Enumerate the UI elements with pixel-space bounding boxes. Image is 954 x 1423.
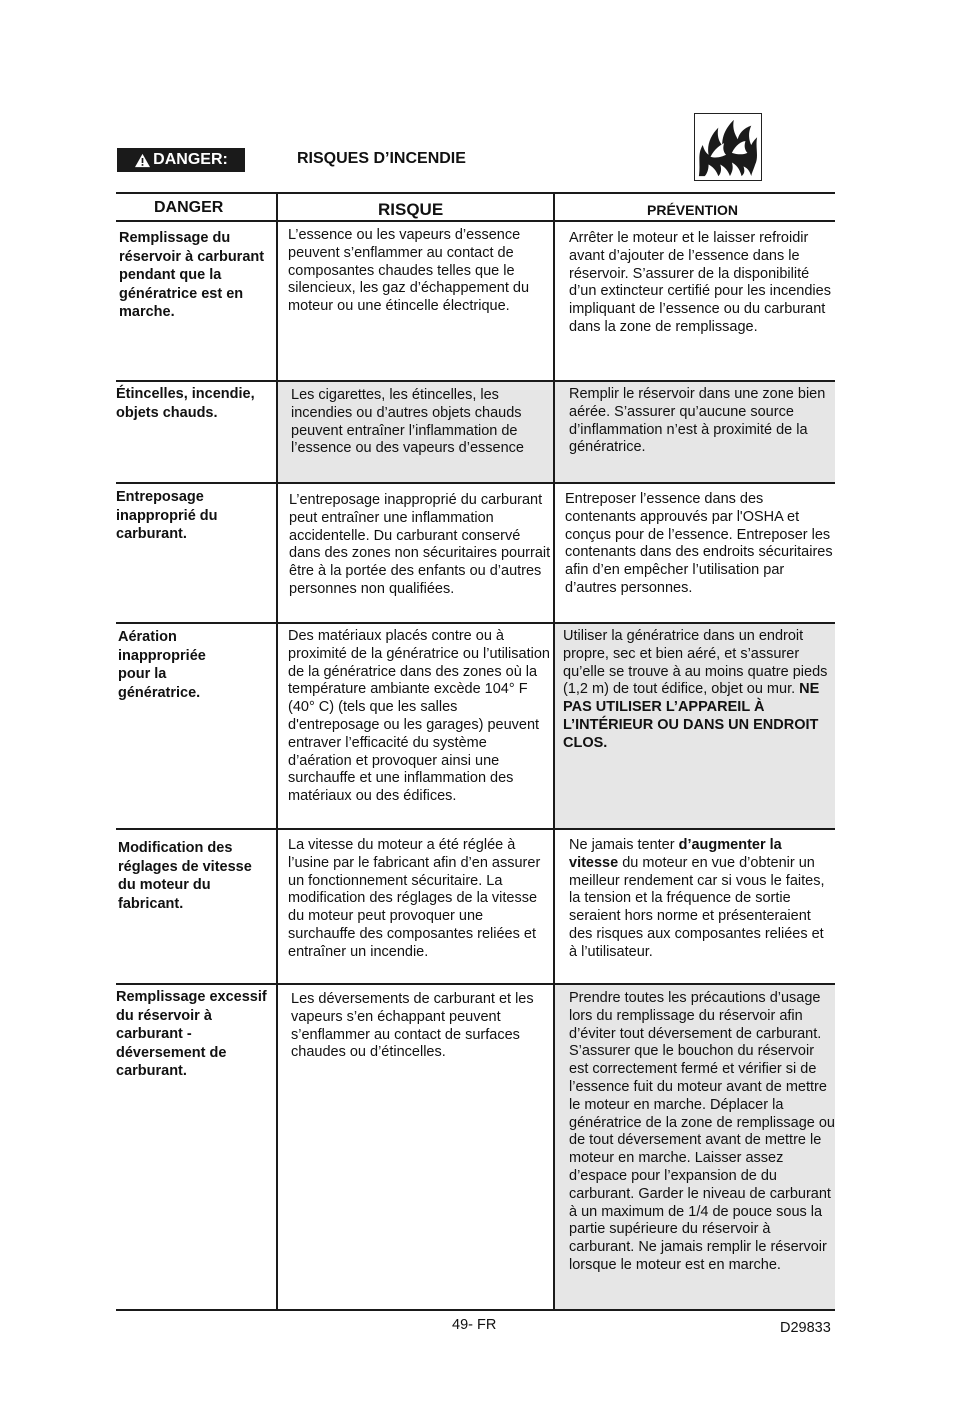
column-header-danger: DANGER <box>154 199 224 216</box>
row-6-danger: Remplissage excessif du réservoir à carburant - déversement de carburant. <box>116 989 267 1080</box>
row-2-prevention <box>569 386 831 457</box>
row-3-danger: Entreposage inapproprié du carburant. <box>116 489 218 543</box>
fire-hazard-table <box>116 192 835 1312</box>
prevention-text-run: Arrêter le moteur et le laisser refroidir avant d’ajouter de l’essence dans le réservoir. S’assurer de la disponibilité d’un extincteur certifié pour les incendies impliquant de l’essence ou du carburant dans la zone de remplissage. <box>569 230 831 335</box>
row-5-prevention <box>569 837 831 962</box>
danger-badge-label: DANGER: <box>153 151 228 168</box>
row-5-risque: La vitesse du moteur a été réglée à l’usine par le fabricant afin d’en assurer un fonctionnement sécuritaire. La modification des réglages de la vitesse du moteur peut provoquer une surchauffe des composantes reliées et entraîner un incendie. <box>288 837 541 960</box>
row-3-prevention <box>565 491 837 598</box>
row-rule <box>116 622 835 624</box>
row-rule <box>116 482 835 484</box>
column-rule <box>553 192 555 1311</box>
prevention-text-run: du moteur en vue d’obtenir un meilleur rendement car si vous le faites, la tension et la fréquence de sortie seraient hors norme et présenteraient des risques aux composantes reliées et à l’utilisateur. <box>569 854 825 960</box>
row-1-prevention <box>569 230 835 337</box>
row-rule <box>116 828 835 830</box>
row-2-danger: Étincelles, incendie, objets chauds. <box>116 386 255 421</box>
column-header-risque: RISQUE <box>378 200 444 219</box>
column-header-prevention: PRÉVENTION <box>647 202 739 218</box>
prevention-text-run: NE PAS UTILISER L’APPAREIL À L’INTÉRIEUR OU DANS UN ENDROIT CLOS. <box>563 681 820 751</box>
row-3-risque: L’entreposage inapproprié du carburant peut entraîner une inflammation accidentelle. Du carburant conservé dans des zones non sécuritaires pourrait être à la portée des enfants ou d’autres personnes non qualifiées. <box>289 492 551 597</box>
row-5-danger: Modification des réglages de vitesse du moteur du fabricant. <box>118 840 252 912</box>
row-4-danger: Aération inappropriée pour la génératrice. <box>118 629 206 701</box>
warning-triangle-icon <box>134 153 151 168</box>
prevention-text-run: Remplir le réservoir dans une zone bien aérée. S’assurer qu’aucune source d’inflammation n’est à proximité de la génératrice. <box>569 386 826 456</box>
row-rule <box>116 380 835 382</box>
prevention-text-run: Ne jamais tenter <box>569 837 679 853</box>
prevention-text-run: Utiliser la génératrice dans un endroit propre, sec et bien aéré, et s’assurer qu’elle se trouve à au moins quatre pieds (1,2 m) de tout édifice, objet ou mur. <box>563 628 828 698</box>
section-title: RISQUES D’INCENDIE <box>297 150 466 167</box>
row-4-risque: Des matériaux placés contre ou à proximité de la génératrice ou l’utilisation de la génératrice dans des zones où la température ambiante excède 104° F (40° C) (tels que les salles d'entreposage ou les garages) peuvent entraver l’efficacité du système d’aération et provoquer ainsi une surchauffe et une inflammation des matériaux ou des édifices. <box>288 628 550 805</box>
prevention-text-run: Prendre toutes les précautions d’usage lors du remplissage du réservoir afin d’éviter tout déversement de carburant. S’assurer que le bouchon du réservoir est correctement fermé et vérifier si de l’essence fuit du moteur avant de mettre le moteur en marche. Déplacer la génératrice de la zone de remplissage ou de tout déversement avant de mettre le moteur en marche. Laisser assez d’espace pour l’expansion de du carburant. Garder le niveau de carburant à un maximum de 1/4 de pouce sous la partie supérieure du réservoir à carburant. Ne jamais remplir le réservoir lorsque le moteur est en marche. <box>569 990 835 1273</box>
row-rule <box>116 983 835 985</box>
row-1-danger: Remplissage du réservoir à carburant pendant que la génératrice est en marche. <box>119 230 265 321</box>
prevention-text-run: Entreposer l’essence dans des contenants approuvés par l'OSHA et conçus pour de l’essence. Entreposer les contenants dans des endroits sécuritaires afin d’en empêcher l’utilisation par d’autres personnes. <box>565 491 833 596</box>
document-code: D29833 <box>780 1320 831 1336</box>
table-top-rule <box>116 192 835 194</box>
column-rule <box>276 192 278 1311</box>
row-6-prevention <box>569 990 835 1275</box>
header-rule <box>116 220 835 222</box>
row-2-risque: Les cigarettes, les étincelles, les incendies ou d’autres objets chauds peuvent entraîner l’inflammation de l’essence ou des vapeurs d’essence <box>291 387 524 457</box>
danger-badge <box>117 148 245 172</box>
fire-hazard-icon <box>694 113 762 181</box>
row-4-prevention <box>563 628 833 753</box>
row-6-risque: Les déversements de carburant et les vapeurs s’en échappant peuvent s’enflammer au contact de surfaces chaudes ou d’étincelles. <box>291 991 534 1061</box>
row-1-risque: L’essence ou les vapeurs d’essence peuvent s’enflammer au contact de composantes chaudes telles que le silencieux, les gaz d’échappement du moteur ou une étincelle électrique. <box>288 227 530 315</box>
prevention-text-run: d’augmenter la vitesse <box>569 837 782 871</box>
page-number: 49- FR <box>452 1317 497 1333</box>
table-bottom-rule <box>116 1309 835 1311</box>
